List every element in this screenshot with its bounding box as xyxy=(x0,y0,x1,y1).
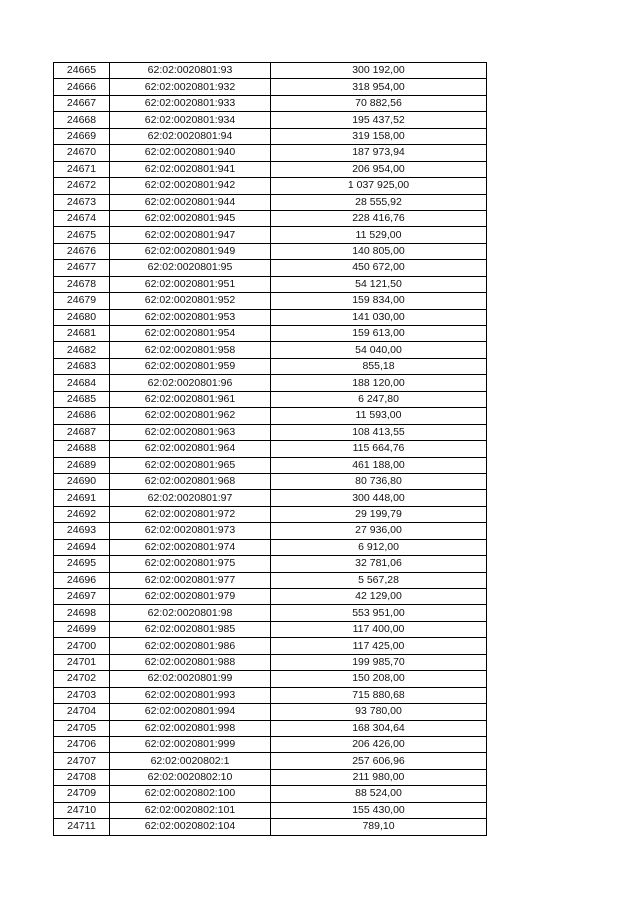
value-cell: 1 037 925,00 xyxy=(271,178,487,194)
row-number-cell: 24682 xyxy=(54,342,110,358)
value-cell: 206 426,00 xyxy=(271,736,487,752)
table-row xyxy=(54,424,487,440)
row-number-cell: 24711 xyxy=(54,819,110,835)
value-cell: 6 247,80 xyxy=(271,391,487,407)
value-cell: 117 425,00 xyxy=(271,638,487,654)
cadastral-number-cell: 62:02:0020802:1 xyxy=(110,753,271,769)
cadastral-number-cell: 62:02:0020801:934 xyxy=(110,112,271,128)
value-cell: 54 121,50 xyxy=(271,276,487,292)
row-number-cell: 24700 xyxy=(54,638,110,654)
value-cell: 141 030,00 xyxy=(271,309,487,325)
row-number-cell: 24677 xyxy=(54,260,110,276)
row-number-cell: 24669 xyxy=(54,128,110,144)
value-cell: 6 912,00 xyxy=(271,539,487,555)
row-number-cell: 24689 xyxy=(54,457,110,473)
value-cell: 461 188,00 xyxy=(271,457,487,473)
cadastral-number-cell: 62:02:0020801:97 xyxy=(110,490,271,506)
table-row xyxy=(54,243,487,259)
value-cell: 789,10 xyxy=(271,819,487,835)
value-cell: 855,18 xyxy=(271,358,487,374)
row-number-cell: 24695 xyxy=(54,556,110,572)
cadastral-number-cell: 62:02:0020801:985 xyxy=(110,621,271,637)
table-row xyxy=(54,736,487,752)
value-cell: 450 672,00 xyxy=(271,260,487,276)
cadastral-number-cell: 62:02:0020801:988 xyxy=(110,654,271,670)
table-row xyxy=(54,194,487,210)
cadastral-number-cell: 62:02:0020801:986 xyxy=(110,638,271,654)
value-cell: 228 416,76 xyxy=(271,210,487,226)
table-row xyxy=(54,342,487,358)
table-row xyxy=(54,79,487,95)
table-row xyxy=(54,161,487,177)
cadastral-number-cell: 62:02:0020801:979 xyxy=(110,589,271,605)
cadastral-number-cell: 62:02:0020801:947 xyxy=(110,227,271,243)
row-number-cell: 24693 xyxy=(54,523,110,539)
table-row xyxy=(54,572,487,588)
row-number-cell: 24704 xyxy=(54,704,110,720)
cadastral-number-cell: 62:02:0020801:972 xyxy=(110,506,271,522)
cadastral-number-cell: 62:02:0020801:941 xyxy=(110,161,271,177)
cadastral-number-cell: 62:02:0020801:998 xyxy=(110,720,271,736)
value-cell: 195 437,52 xyxy=(271,112,487,128)
value-cell: 70 882,56 xyxy=(271,95,487,111)
cadastral-number-cell: 62:02:0020801:951 xyxy=(110,276,271,292)
cadastral-number-cell: 62:02:0020801:994 xyxy=(110,704,271,720)
table-row xyxy=(54,260,487,276)
cadastral-number-cell: 62:02:0020801:98 xyxy=(110,605,271,621)
table-row xyxy=(54,654,487,670)
cadastral-number-cell: 62:02:0020801:944 xyxy=(110,194,271,210)
table-row xyxy=(54,441,487,457)
value-cell: 115 664,76 xyxy=(271,441,487,457)
table-row xyxy=(54,178,487,194)
cadastral-number-cell: 62:02:0020801:999 xyxy=(110,736,271,752)
row-number-cell: 24690 xyxy=(54,473,110,489)
value-cell: 159 613,00 xyxy=(271,326,487,342)
value-cell: 553 951,00 xyxy=(271,605,487,621)
cadastral-number-cell: 62:02:0020801:954 xyxy=(110,326,271,342)
row-number-cell: 24708 xyxy=(54,769,110,785)
value-cell: 159 834,00 xyxy=(271,293,487,309)
row-number-cell: 24665 xyxy=(54,63,110,79)
value-cell: 300 192,00 xyxy=(271,63,487,79)
table-row xyxy=(54,473,487,489)
value-cell: 88 524,00 xyxy=(271,786,487,802)
table-row xyxy=(54,112,487,128)
document-page xyxy=(53,62,487,836)
row-number-cell: 24694 xyxy=(54,539,110,555)
cadastral-number-cell: 62:02:0020801:96 xyxy=(110,375,271,391)
value-cell: 11 593,00 xyxy=(271,408,487,424)
cadastral-number-cell: 62:02:0020801:953 xyxy=(110,309,271,325)
value-cell: 155 430,00 xyxy=(271,802,487,818)
value-cell: 80 736,80 xyxy=(271,473,487,489)
table-row xyxy=(54,210,487,226)
cadastral-number-cell: 62:02:0020801:99 xyxy=(110,671,271,687)
cadastral-number-cell: 62:02:0020801:973 xyxy=(110,523,271,539)
table-row xyxy=(54,589,487,605)
cadastral-number-cell: 62:02:0020801:965 xyxy=(110,457,271,473)
cadastral-number-cell: 62:02:0020801:975 xyxy=(110,556,271,572)
row-number-cell: 24674 xyxy=(54,210,110,226)
row-number-cell: 24709 xyxy=(54,786,110,802)
row-number-cell: 24687 xyxy=(54,424,110,440)
value-cell: 27 936,00 xyxy=(271,523,487,539)
table-row xyxy=(54,358,487,374)
cadastral-number-cell: 62:02:0020802:101 xyxy=(110,802,271,818)
value-cell: 715 880,68 xyxy=(271,687,487,703)
value-cell: 42 129,00 xyxy=(271,589,487,605)
value-cell: 211 980,00 xyxy=(271,769,487,785)
table-row xyxy=(54,63,487,79)
cadastral-number-cell: 62:02:0020801:94 xyxy=(110,128,271,144)
row-number-cell: 24702 xyxy=(54,671,110,687)
value-cell: 93 780,00 xyxy=(271,704,487,720)
cadastral-number-cell: 62:02:0020801:942 xyxy=(110,178,271,194)
row-number-cell: 24666 xyxy=(54,79,110,95)
value-cell: 54 040,00 xyxy=(271,342,487,358)
value-cell: 108 413,55 xyxy=(271,424,487,440)
table-row xyxy=(54,490,487,506)
row-number-cell: 24685 xyxy=(54,391,110,407)
cadastral-number-cell: 62:02:0020801:962 xyxy=(110,408,271,424)
value-cell: 257 606,96 xyxy=(271,753,487,769)
value-cell: 206 954,00 xyxy=(271,161,487,177)
table-row xyxy=(54,128,487,144)
row-number-cell: 24703 xyxy=(54,687,110,703)
row-number-cell: 24683 xyxy=(54,358,110,374)
row-number-cell: 24688 xyxy=(54,441,110,457)
cadastral-number-cell: 62:02:0020801:977 xyxy=(110,572,271,588)
row-number-cell: 24670 xyxy=(54,145,110,161)
table-row xyxy=(54,457,487,473)
cadastral-number-cell: 62:02:0020802:100 xyxy=(110,786,271,802)
row-number-cell: 24707 xyxy=(54,753,110,769)
value-cell: 300 448,00 xyxy=(271,490,487,506)
row-number-cell: 24684 xyxy=(54,375,110,391)
row-number-cell: 24699 xyxy=(54,621,110,637)
table-row xyxy=(54,375,487,391)
table-row xyxy=(54,408,487,424)
row-number-cell: 24701 xyxy=(54,654,110,670)
cadastral-number-cell: 62:02:0020801:932 xyxy=(110,79,271,95)
value-cell: 11 529,00 xyxy=(271,227,487,243)
cadastral-number-cell: 62:02:0020801:95 xyxy=(110,260,271,276)
row-number-cell: 24697 xyxy=(54,589,110,605)
row-number-cell: 24672 xyxy=(54,178,110,194)
cadastral-number-cell: 62:02:0020801:949 xyxy=(110,243,271,259)
row-number-cell: 24691 xyxy=(54,490,110,506)
cadastral-number-cell: 62:02:0020801:959 xyxy=(110,358,271,374)
value-cell: 32 781,06 xyxy=(271,556,487,572)
table-row xyxy=(54,309,487,325)
table-row xyxy=(54,391,487,407)
row-number-cell: 24686 xyxy=(54,408,110,424)
table-row xyxy=(54,786,487,802)
row-number-cell: 24680 xyxy=(54,309,110,325)
cadastral-number-cell: 62:02:0020801:93 xyxy=(110,63,271,79)
row-number-cell: 24696 xyxy=(54,572,110,588)
table-row xyxy=(54,539,487,555)
table-row xyxy=(54,819,487,835)
value-cell: 5 567,28 xyxy=(271,572,487,588)
table-row xyxy=(54,276,487,292)
cadastral-number-cell: 62:02:0020801:958 xyxy=(110,342,271,358)
row-number-cell: 24698 xyxy=(54,605,110,621)
cadastral-number-cell: 62:02:0020801:945 xyxy=(110,210,271,226)
table-row xyxy=(54,621,487,637)
value-cell: 168 304,64 xyxy=(271,720,487,736)
row-number-cell: 24668 xyxy=(54,112,110,128)
row-number-cell: 24692 xyxy=(54,506,110,522)
row-number-cell: 24681 xyxy=(54,326,110,342)
value-cell: 140 805,00 xyxy=(271,243,487,259)
cadastral-number-cell: 62:02:0020801:933 xyxy=(110,95,271,111)
table-row xyxy=(54,293,487,309)
table-row xyxy=(54,769,487,785)
value-cell: 28 555,92 xyxy=(271,194,487,210)
table-row xyxy=(54,687,487,703)
value-cell: 319 158,00 xyxy=(271,128,487,144)
row-number-cell: 24679 xyxy=(54,293,110,309)
cadastral-number-cell: 62:02:0020801:940 xyxy=(110,145,271,161)
cadastral-number-cell: 62:02:0020801:968 xyxy=(110,473,271,489)
cadastral-number-cell: 62:02:0020801:974 xyxy=(110,539,271,555)
table-row xyxy=(54,671,487,687)
table-body xyxy=(54,63,487,836)
table-row xyxy=(54,704,487,720)
table-row xyxy=(54,753,487,769)
row-number-cell: 24667 xyxy=(54,95,110,111)
table-row xyxy=(54,95,487,111)
value-cell: 150 208,00 xyxy=(271,671,487,687)
cadastral-number-cell: 62:02:0020801:993 xyxy=(110,687,271,703)
row-number-cell: 24671 xyxy=(54,161,110,177)
table-row xyxy=(54,720,487,736)
cadastral-number-cell: 62:02:0020802:104 xyxy=(110,819,271,835)
row-number-cell: 24678 xyxy=(54,276,110,292)
value-cell: 199 985,70 xyxy=(271,654,487,670)
value-cell: 29 199,79 xyxy=(271,506,487,522)
cadastral-number-cell: 62:02:0020801:963 xyxy=(110,424,271,440)
row-number-cell: 24673 xyxy=(54,194,110,210)
value-cell: 117 400,00 xyxy=(271,621,487,637)
table-row xyxy=(54,556,487,572)
table-row xyxy=(54,326,487,342)
value-cell: 318 954,00 xyxy=(271,79,487,95)
table-row xyxy=(54,506,487,522)
cadastral-number-cell: 62:02:0020801:952 xyxy=(110,293,271,309)
cadastral-number-cell: 62:02:0020801:964 xyxy=(110,441,271,457)
table-row xyxy=(54,802,487,818)
value-cell: 188 120,00 xyxy=(271,375,487,391)
table-row xyxy=(54,227,487,243)
table-row xyxy=(54,638,487,654)
cadastral-value-table xyxy=(53,62,487,836)
row-number-cell: 24706 xyxy=(54,736,110,752)
cadastral-number-cell: 62:02:0020801:961 xyxy=(110,391,271,407)
table-row xyxy=(54,605,487,621)
value-cell: 187 973,94 xyxy=(271,145,487,161)
row-number-cell: 24705 xyxy=(54,720,110,736)
row-number-cell: 24710 xyxy=(54,802,110,818)
cadastral-number-cell: 62:02:0020802:10 xyxy=(110,769,271,785)
row-number-cell: 24675 xyxy=(54,227,110,243)
table-row xyxy=(54,145,487,161)
row-number-cell: 24676 xyxy=(54,243,110,259)
table-row xyxy=(54,523,487,539)
